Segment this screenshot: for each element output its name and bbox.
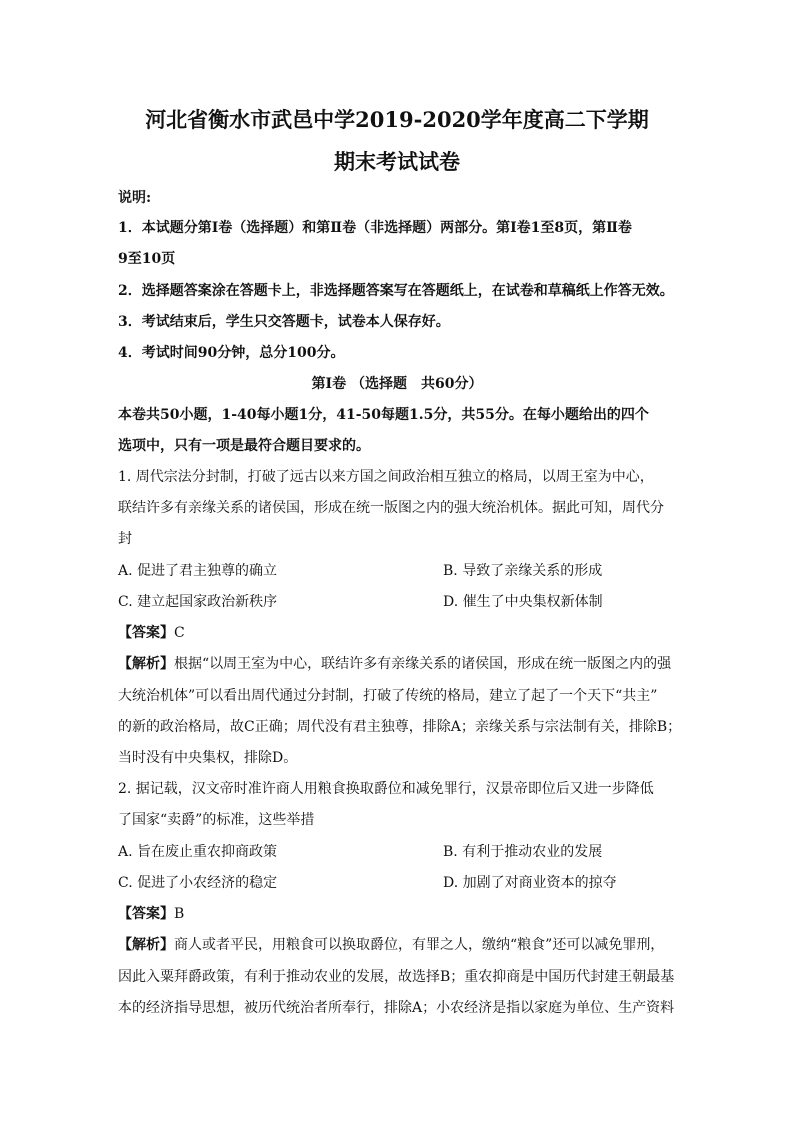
analysis-text: 商人或者平民，用粮食可以换取爵位，有罪之人，缴纳“粮食”还可以减免罪刑，: [174, 937, 665, 953]
question-2-option-a: A. 旨在废止重农抑商政策: [118, 844, 278, 860]
section-intro-line: 本卷共50小题，1-40每小题1分，41-50每题1.5分，共55分。在每小题给出的四个: [118, 407, 649, 423]
question-1-answer: [118, 622, 185, 642]
question-2-answer: [118, 903, 184, 923]
answer-label: 【答案】: [118, 625, 174, 641]
question-1-option-a: A. 促进了君主独尊的确立: [118, 563, 278, 579]
question-1-option-b: B. 导致了亲缘关系的形成: [443, 563, 603, 579]
note-line: 4．考试时间90分钟，总分100分。: [118, 345, 345, 361]
notes-heading: 说明:: [118, 190, 152, 206]
note-line: 9至10页: [118, 251, 176, 267]
question-2-analysis-line: 因此入粟拜爵政策，有利于推动农业的发展，故选择B；重农抑商是中国历代封建王朝最基: [118, 969, 675, 985]
note-line: 3．考试结束后，学生只交答题卡，试卷本人保存好。: [118, 314, 450, 330]
answer-value: B: [174, 906, 185, 922]
question-2-option-c: C. 促进了小农经济的稳定: [118, 875, 278, 891]
question-1-option-c: C. 建立起国家政治新秩序: [118, 594, 278, 610]
question-2-option-b: B. 有利于推动农业的发展: [443, 844, 603, 860]
answer-value: C: [174, 625, 185, 641]
question-2-option-d: D. 加剧了对商业资本的掠夺: [443, 875, 617, 891]
question-1-stem: 联结许多有亲缘关系的诸侯国，形成在统一版图之内的强大统治机体。据此可知，周代分: [118, 500, 664, 516]
question-1-analysis-line: 大统治机体”可以看出周代通过分封制，打破了传统的格局，建立了起了一个天下“共主”: [118, 688, 658, 704]
question-2-analysis: [118, 934, 664, 954]
question-1-analysis: [118, 653, 671, 673]
exam-title-line2: 期末考试试卷: [334, 149, 460, 174]
analysis-text: 根据“以周王室为中心，联结许多有亲缘关系的诸侯国，形成在统一版图之内的强: [174, 656, 672, 672]
question-1-analysis-line: 的新的政治格局，故C正确；周代没有君主独尊，排除A；亲缘关系与宗法制有关，排除B；: [118, 719, 682, 735]
question-1-stem: 1. 周代宗法分封制，打破了远古以来方国之间政治相互独立的格局，以周王室为中心，: [118, 469, 654, 485]
question-1-analysis-line: 当时没有中央集权，排除D。: [118, 750, 298, 766]
note-line: 2．选择题答案涂在答题卡上，非选择题答案写在答题纸上，在试卷和草稿纸上作答无效。: [118, 283, 674, 299]
question-2-stem: 了国家“卖爵”的标准，这些举措: [118, 812, 315, 828]
note-line: 1．本试题分第Ⅰ卷（选择题）和第Ⅱ卷（非选择题）两部分。第Ⅰ卷1至8页，第Ⅱ卷: [118, 220, 632, 236]
question-1-stem: 封: [118, 531, 132, 547]
question-1-option-d: D. 催生了中央集权新体制: [443, 594, 603, 610]
answer-label: 【答案】: [118, 906, 174, 922]
question-2-stem: 2. 据记载，汉文帝时准许商人用粮食换取爵位和减免罪行，汉景帝即位后又进一步降低: [118, 781, 654, 797]
section-title: 第Ⅰ卷 （选择题 共60分）: [311, 376, 483, 392]
analysis-label: 【解析】: [118, 656, 174, 672]
analysis-label: 【解析】: [118, 937, 174, 953]
exam-title-line1: 河北省衡水市武邑中学2019-2020学年度高二下学期: [145, 107, 649, 132]
section-intro-line: 选项中，只有一项是最符合题目要求的。: [118, 438, 370, 454]
question-2-analysis-line: 本的经济指导思想，被历代统治者所奉行，排除A；小农经济是指以家庭为单位、生产资料: [118, 1000, 675, 1016]
